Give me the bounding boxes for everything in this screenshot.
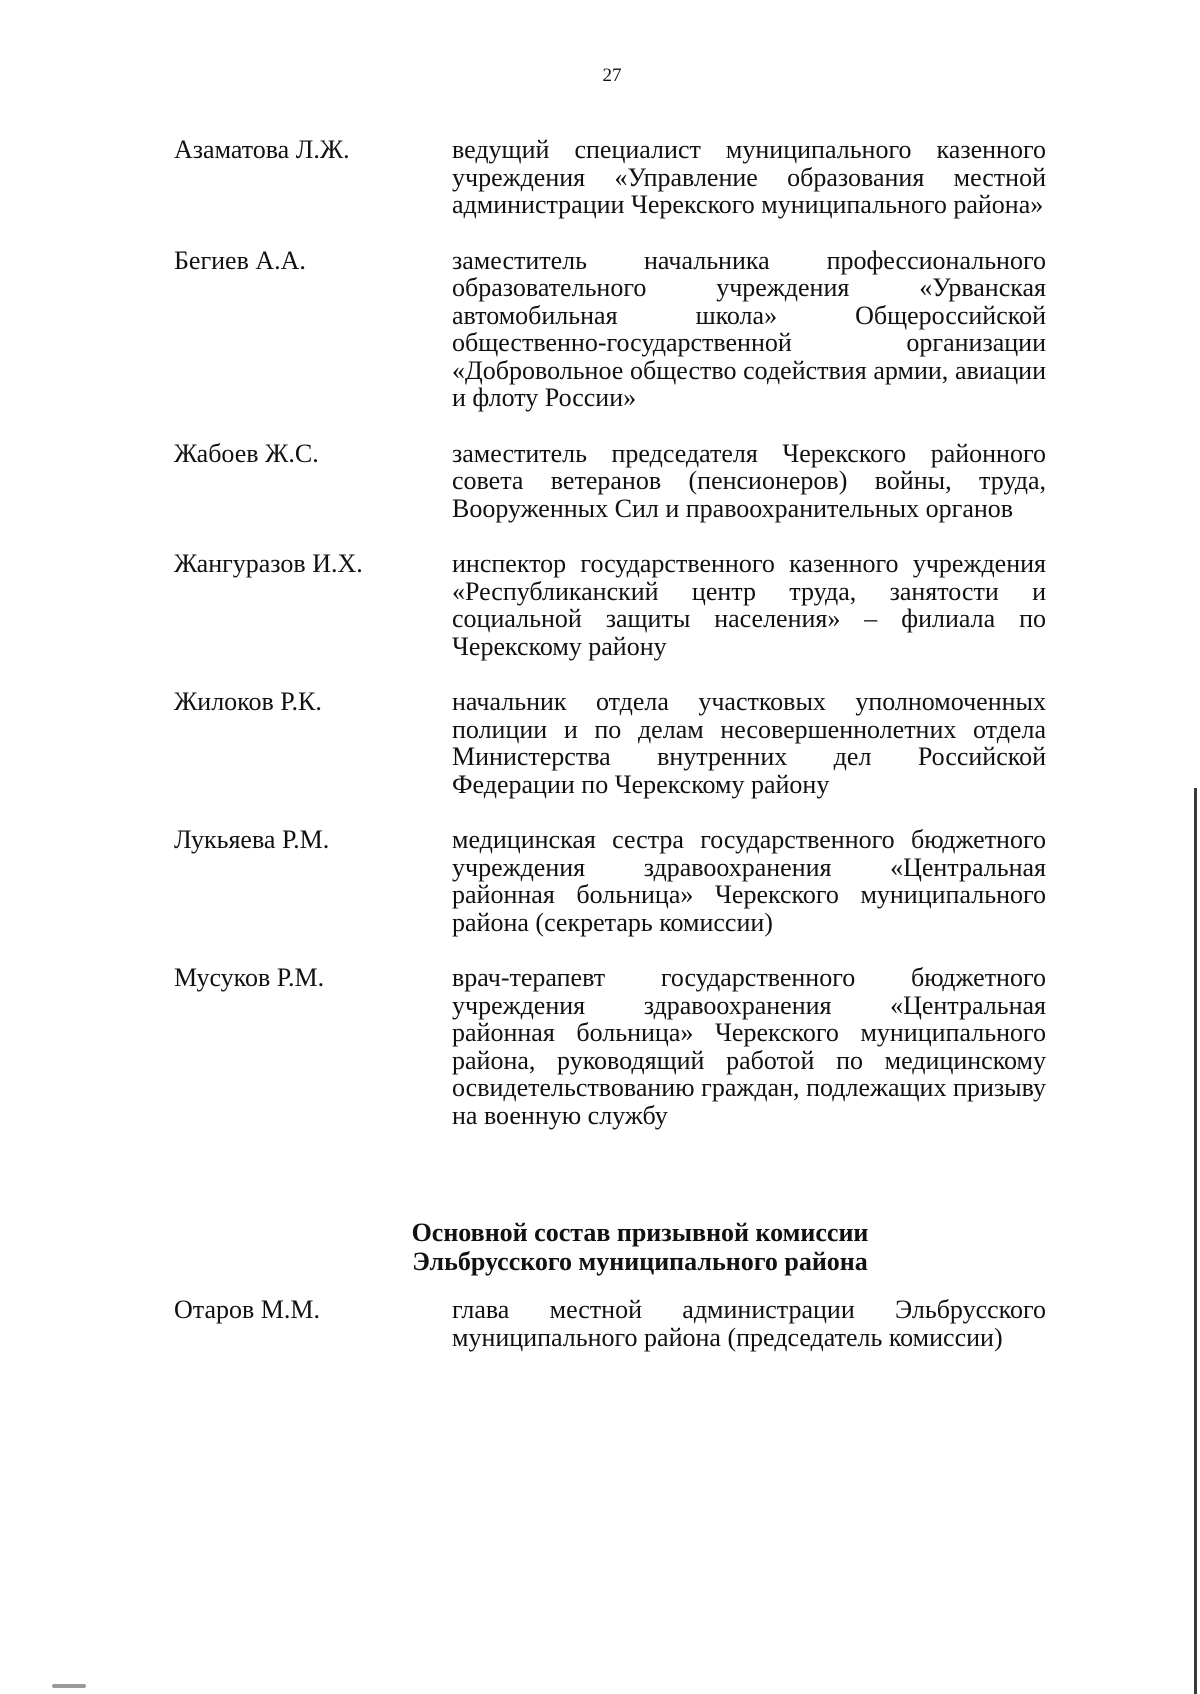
member-entry (174, 136, 1046, 219)
member-entry (174, 550, 1046, 660)
section-heading-line: Эльбрусского муниципального района (412, 1247, 868, 1276)
member-entry (174, 1296, 1046, 1351)
member-position: начальник отдела участковых уполномоченных полиции и по делам несовершеннолетних отдела Министерства внутренних дел Российской Федерации по Черекскому району (452, 687, 1046, 799)
member-position: заместитель председателя Черекского районного совета ветеранов (пенсионеров) войны, труда, Вооруженных Сил и правоохранительных органов (452, 438, 1046, 523)
member-entry (174, 688, 1046, 798)
member-entry (174, 440, 1046, 523)
member-name: Мусуков Р.М. (174, 963, 325, 992)
member-entry (174, 826, 1046, 936)
member-name: Жангуразов И.Х. (174, 549, 363, 578)
commission-members-list (174, 136, 1046, 1157)
member-name: Отаров М.М. (174, 1295, 321, 1324)
scan-edge-mark (1194, 788, 1197, 1694)
scan-artifact (52, 1684, 86, 1688)
member-entry (174, 247, 1046, 412)
member-position: врач-терапевт государственного бюджетного учреждения здравоохранения «Центральная районная больница» Черекского муниципального района, руководящий работой по медицинскому освидетельствованию граждан, подлежащих призыву на военную службу (452, 963, 1046, 1130)
page-number: 27 (602, 65, 622, 86)
section-heading (300, 1218, 980, 1276)
member-position: медицинская сестра государственного бюджетного учреждения здравоохранения «Центральная районная больница» Черекского муниципального района (секретарь комиссии) (452, 825, 1046, 937)
member-position: глава местной администрации Эльбрусского муниципального района (председатель комиссии) (452, 1295, 1046, 1352)
member-name: Жилоков Р.К. (174, 687, 322, 716)
member-position: ведущий специалист муниципального казенного учреждения «Управление образования местной администрации Черекского муниципального района» (452, 135, 1046, 219)
member-name: Бегиев А.А. (174, 245, 306, 275)
member-position: заместитель начальника профессионального образовательного учреждения «Урванская автомобильная школа» Общероссийской общественно-государственной организации «Добровольное общество содействия армии, авиации и флоту России» (452, 245, 1046, 412)
member-position: инспектор государственного казенного учреждения «Республиканский центр труда, занятости и социальной защиты населения» – филиала по Черекскому району (452, 549, 1046, 661)
section-heading-line: Основной состав призывной комиссии (411, 1218, 869, 1247)
member-name: Жабоев Ж.С. (174, 438, 319, 468)
member-entry (174, 964, 1046, 1129)
member-name: Азаматова Л.Ж. (174, 135, 350, 164)
main-commission-members-list (174, 1296, 1046, 1351)
member-name: Лукьяева Р.М. (174, 825, 330, 854)
